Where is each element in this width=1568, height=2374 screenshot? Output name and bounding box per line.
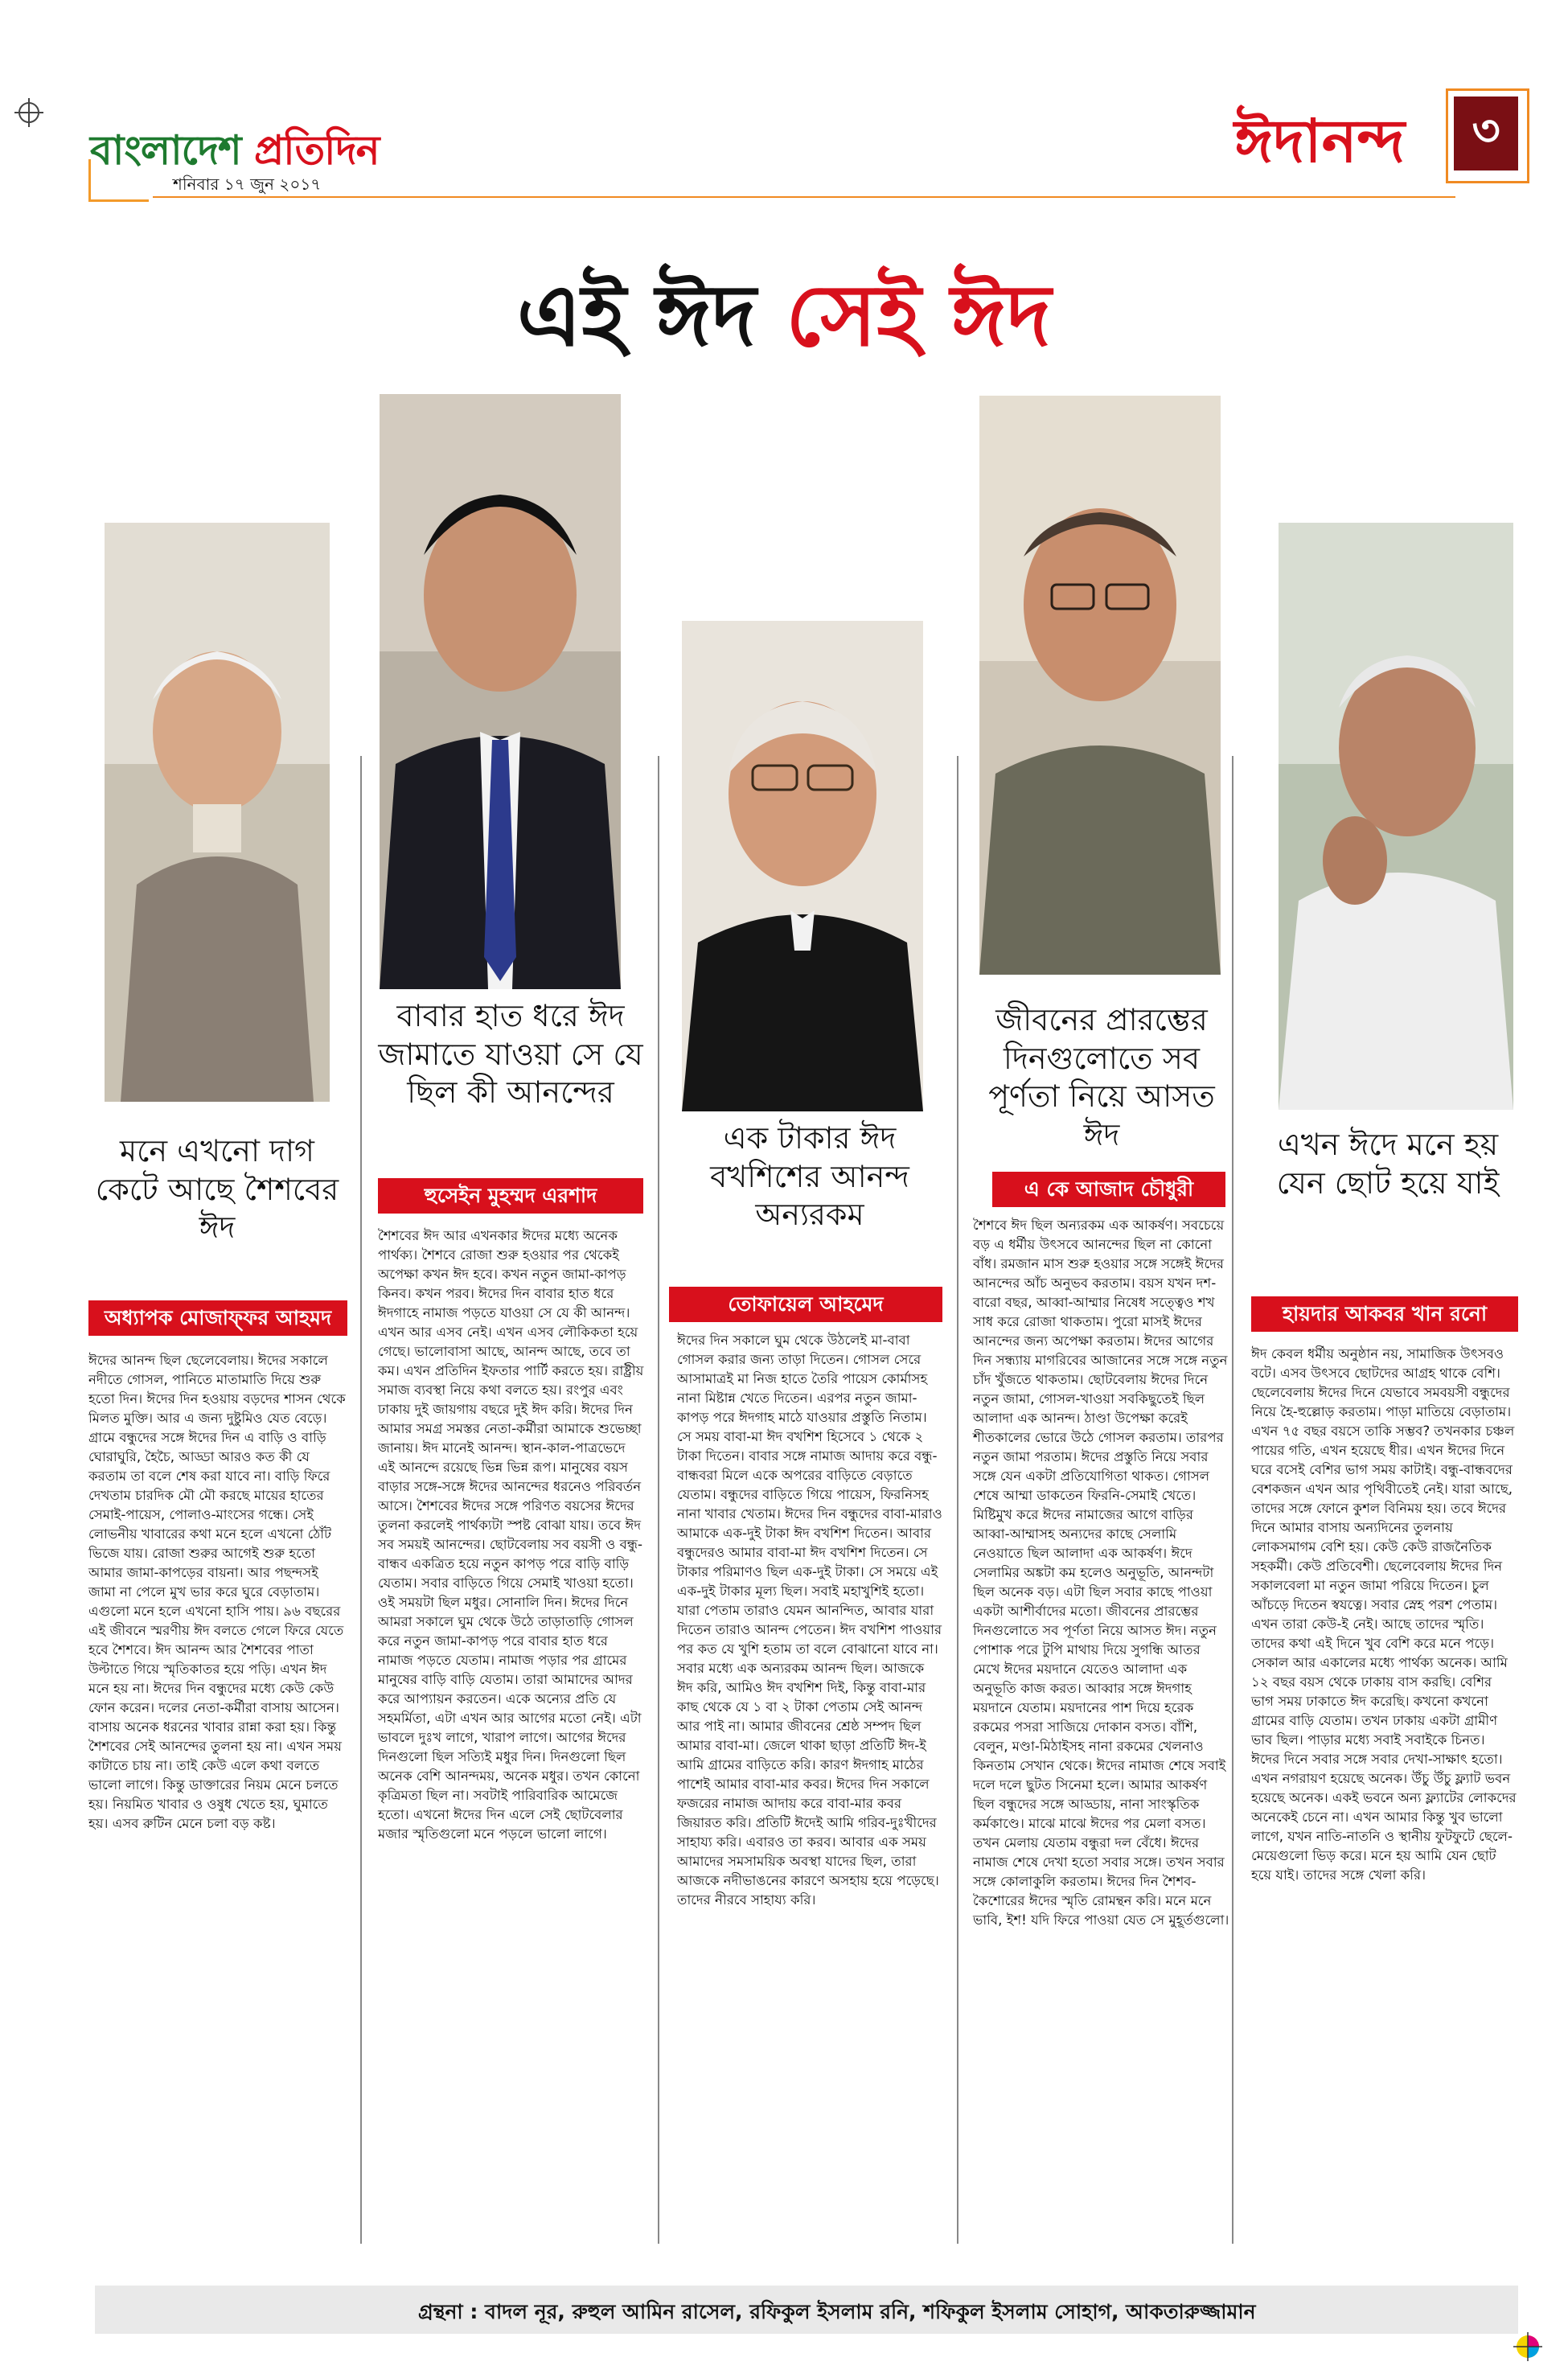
article-body: শৈশবে ঈদ ছিল অন্যরকম এক আকর্ষণ। সবচেয়ে বড় এ ধর্মীয় উৎসবে আনন্দের ছিল না কোনো বাঁধ। রমজান মাস শুরু হওয়ার সঙ্গে সঙ্গেই ঈদের আনন্দের আঁচ অনুভব করতাম। বয়স যখন দশ-বারো বছর, আব্বা-আম্মার নিষেধ সত্ত্বেও শখ সাধ করে রোজা থাকতাম। পুরো মাসই ঈদের আনন্দের জন্য অপেক্ষা করতাম। ঈদের আগের দিন সন্ধ্যায় মাগরিবের আজানের সঙ্গে সঙ্গে নতুন চাঁদ খুঁজতে থাকতাম। ছোটবেলায় ঈদের দিনে নতুন জামা, গোসল-খাওয়া সবকিছুতেই ছিল আলাদা এক আনন্দ। ঠাণ্ডা উপেক্ষা করেই শীতকালের ভোরে উঠে গোসল করতাম। তারপর নতুন জামা পরতাম। ঈদের প্রস্তুতি নিয়ে সবার সঙ্গে যেন একটা প্রতিযোগিতা থাকত। গোসল শেষে আম্মা ডাকতেন ফিরনি-সেমাই খেতে। মিষ্টিমুখ করে ঈদের নামাজের আগে বাড়ির আব্বা-আম্মাসহ অন্যদের কাছে সেলামি নেওয়াতে ছিল আলাদা এক আকর্ষণ। ঈদে সেলামির অঙ্কটা কম হলেও অনুভূতি, আনন্দটা ছিল অনেক বড়। এটা ছিল সবার কাছে পাওয়া একটা আশীর্বাদের মতো। জীবনের প্রারম্ভের দিনগুলোতে সব পূর্ণতা নিয়ে আসত ঈদ। নতুন পোশাক পরে টুপি মাথায় দিয়ে সুগন্ধি আতর মেখে ঈদের ময়দানে যেতেও আলাদা এক অনুভূতি কাজ করত। আব্বার সঙ্গে ঈদগাহ ময়দানে যেতাম। ময়দানের পাশ দিয়ে হরেক রকমের পসরা সাজিয়ে দোকান বসত। বাঁশি, বেলুন, মণ্ডা-মিঠাইসহ নানা রকমের খেলনাও কিনতাম সেখান থেকে। ঈদের নামাজ শেষে সবাই দলে দলে ছুটত সিনেমা হলে। আমার আকর্ষণ ছিল বন্ধুদের সঙ্গে আড্ডায়, নানা সাংস্কৃতিক কর্মকাণ্ডে। মাঝে মাঝে ঈদের পর মেলা বসত। তখন মেলায় যেতাম বন্ধুরা দল বেঁধে। ঈদের নামাজ শেষে দেখা হতো সবার সঙ্গে। তখন সবার সঙ্গে কোলাকুলি করতাম। ঈদের দিন শৈশব-কৈশোরের ঈদের স্মৃতি রোমন্থন করি। মনে মনে ভাবি, ইশ! যদি ফিরে পাওয়া যেত সে মুহূর্তগুলো। [973, 1218, 1229, 1928]
column-rule [658, 756, 659, 2244]
article-body: ঈদের দিন সকালে ঘুম থেকে উঠলেই মা-বাবা গোসল করার জন্য তাড়া দিতেন। গোসল সেরে আসামাত্রই মা নিজ হাতে তৈরি পায়েস কোর্মাসহ নানা মিষ্টান্ন খেতে দিতেন। এরপর নতুন জামা-কাপড় পরে ঈদগাহ মাঠে যাওয়ার প্রস্তুতি নিতাম। সে সময় বাবা-মা ঈদ বখশিশ হিসেবে ১ থেকে ২ টাকা দিতেন। বাবার সঙ্গে নামাজ আদায় করে বন্ধু-বান্ধবরা মিলে একে অপরের বাড়িতে বেড়াতে যেতাম। বন্ধুদের বাড়িতে গিয়ে পায়েস, ফিরনিসহ নানা খাবার খেতাম। ঈদের দিন বন্ধুদের বাবা-মারাও আমাকে এক-দুই টাকা ঈদ বখশিশ দিতেন। আবার বন্ধুদেরও আমার বাবা-মা ঈদ বখশিশ দিতেন। সে টাকার পরিমাণও ছিল এক-দুই টাকা। সে সময়ে এই এক-দুই টাকার মূল্য ছিল। সবাই মহাখুশিই হতো। যারা পেতাম তারাও যেমন আনন্দিত, আবার যারা দিতেন তারাও আনন্দ পেতেন। ঈদ বখশিশ পাওয়ার পর কত যে খুশি হতাম তা বলে বোঝানো যাবে না। সবার মধ্যে এক অন্যরকম আনন্দ ছিল। আজকে ঈদ করি, আমিও ঈদ বখশিশ দিই, কিন্তু বাবা-মার কাছ থেকে যে ১ বা ২ টাকা পেতাম সেই আনন্দ আর পাই না। আমার জীবনের শ্রেষ্ঠ সম্পদ ছিল আমার বাবা-মা। জেলে থাকা ছাড়া প্রতিটি ঈদ-ই আমি গ্রামের বাড়িতে করি। কারণ ঈদগাহ মাঠের পাশেই আমার বাবা-মার কবর। ঈদের দিন সকালে ফজরের নামাজ আদায় করে বাবা-মার কবর জিয়ারত করি। প্রতিটি ঈদেই আমি গরিব-দুঃখীদের সাহায্য করি। এবারও তা করব। আবার এক সময় আমাদের সমসাময়িক অবস্থা যাদের ছিল, তারা আজকে নদীভাঙনের কারণে অসহায় হয়ে পড়েছে। তাদের নীরবে সাহায্য করি। [677, 1333, 942, 1908]
article-byline: হায়দার আকবর খান রনো [1251, 1296, 1518, 1332]
headline-part-1: এই ঈদ [516, 265, 786, 365]
article-byline: এ কে আজাদ চৌধুরী [992, 1172, 1225, 1207]
masthead-rule [153, 196, 1455, 198]
supplement-title: ঈদানন্দ [1234, 107, 1406, 176]
column-rule [957, 756, 958, 2244]
portrait-photo [682, 621, 923, 1111]
portrait-photo [1279, 523, 1513, 1110]
column-rule [360, 756, 362, 2244]
article-body: শৈশবের ঈদ আর এখনকার ঈদের মধ্যে অনেক পার্থক্য। শৈশবে রোজা শুরু হওয়ার পর থেকেই অপেক্ষা কখন ঈদ হবে। কখন নতুন জামা-কাপড় কিনব। কখন পরব। ঈদের দিন বাবার হাত ধরে ঈদগাহে নামাজ পড়তে যাওয়া সে যে কী আনন্দ। এখন আর এসব নেই। এখন এসব লৌকিকতা হয়ে গেছে। ভালোবাসা আছে, আনন্দ আছে, তবে তা কম। এখন প্রতিদিন ইফতার পার্টি করতে হয়। রাষ্ট্রীয় সমাজ ব্যবস্থা নিয়ে কথা বলতে হয়। রংপুর এবং ঢাকায় দুই জায়গায় বছরে দুই ঈদ করি। ঈদের দিন আমার সমগ্র সমস্তর নেতা-কর্মীরা আমাকে শুভেচ্ছা জানায়। ঈদ মানেই আনন্দ। স্থান-কাল-পাত্রভেদে এই আনন্দে রয়েছে ভিন্ন ভিন্ন রূপ। মানুষের বয়স বাড়ার সঙ্গে-সঙ্গে ঈদের আনন্দের ধরনেও পরিবর্তন আসে। শৈশবের ঈদের সঙ্গে পরিণত বয়সের ঈদের তুলনা করলেই পার্থক্যটা স্পষ্ট বোঝা যায়। তবে ঈদ সব সময়ই আনন্দের। ছোটবেলায় সব বয়সী ও বন্ধু-বান্ধব একত্রিত হয়ে নতুন কাপড় পরে বাড়ি বাড়ি যেতাম। সবার বাড়িতে গিয়ে সেমাই খাওয়া হতো। ওই সময়টা ছিল মধুর। সোনালি দিন। ঈদের দিনে আমরা সকালে ঘুম থেকে উঠে তাড়াতাড়ি গোসল করে নতুন জামা-কাপড় পরে বাবার হাত ধরে নামাজ পড়তে যেতাম। নামাজ পড়ার পর গ্রামের মানুষের বাড়ি বাড়ি যেতাম। তারা আমাদের আদর করে আপ্যায়ন করতেন। একে অন্যের প্রতি যে সহমর্মিতা, এটা এখন আর আগের মতো নেই। এটা ভাবলে দুঃখ লাগে, খারাপ লাগে। আগের ঈদের দিনগুলো ছিল সত্যিই মধুর দিন। দিনগুলো ছিল অনেক বেশি আনন্দময়, অনেক মধুর। তখন কোনো কৃত্রিমতা ছিল না। সবটাই পারিবারিক আমেজে হতো। এখনো ঈদের দিন এলে সেই ছোটবেলার মজার স্মৃতিগুলো মনে পড়লে ভালো লাগে। [378, 1228, 644, 1842]
article-title: এখন ঈদে মনে হয় যেন ছোট হয়ে যাই [1276, 1127, 1500, 1201]
newspaper-logo: বাংলাদেশ প্রতিদিন [90, 127, 380, 174]
main-headline [0, 249, 1568, 392]
issue-date: শনিবার ১৭ জুন ২০১৭ [173, 175, 322, 194]
registration-mark-icon [14, 98, 43, 127]
headline-part-2: সেই ঈদ [786, 265, 1052, 365]
color-registration-icon [1513, 2332, 1542, 2361]
article-body: ঈদের আনন্দ ছিল ছেলেবেলায়। ঈদের সকালে নদীতে গোসল, পানিতে মাতামাতি দিয়ে শুরু হতো দিন। ঈদের দিন হওয়ায় বড়দের শাসন থেকে মিলত মুক্তি। আর এ জন্য দুষ্টুমিও যেত বেড়ে। গ্রামে বন্ধুদের সঙ্গে ঈদের দিন এ বাড়ি ও বাড়ি ঘোরাঘুরি, হৈচৈ, আড্ডা আরও কত কী যে করতাম তা বলে শেষ করা যাবে না। বাড়ি ফিরে দেখতাম চারদিক মৌ মৌ করছে মায়ের হাতের সেমাই-পায়েস, পোলাও-মাংসের গন্ধে। সেই লোভনীয় খাবারের কথা মনে হলে এখনো ঠোঁট ভিজে যায়। রোজা শুরুর আগেই শুরু হতো আমার জামা-কাপড়ের বায়না। আর পছন্দসই জামা না পেলে মুখ ভার করে ঘুরে বেড়াতাম। এগুলো মনে হলে এখনো হাসি পায়। ৯৬ বছরের এই জীবনে স্মরণীয় ঈদ বলতে গেলে ফিরে যেতে হবে শৈশবে। ঈদ আনন্দ আর শৈশবের পাতা উল্টাতে গিয়ে স্মৃতিকাতর হয়ে পড়ি। এখন ঈদ মনে হয় না। ঈদের দিন বন্ধুদের মধ্যে কেউ কেউ ফোন করেন। দলের নেতা-কর্মীরা বাসায় আসেন। বাসায় অনেক ধরনের খাবার রান্না করা হয়। কিন্তু শৈশবের সেই আনন্দের তুলনা হয় না। এখন সময় কাটাতে চায় না। তাই কেউ এলে কথা বলতে ভালো লাগে। কিন্তু ডাক্তারের নিয়ম মেনে চলতে হয়। নিয়মিত খাবার ও ওষুধ খেতে হয়, ঘুমাতে হয়। এসব রুটিন মেনে চলা বড় কষ্ট। [88, 1353, 346, 1831]
portrait-photo [380, 394, 621, 989]
portrait-photo [979, 396, 1221, 975]
article-byline: হুসেইন মুহম্মদ এরশাদ [378, 1178, 643, 1214]
article-title: এক টাকার ঈদ বখশিশের আনন্দ অন্যরকম [710, 1120, 909, 1232]
article-title: মনে এখনো দাগ কেটে আছে শৈশবের ঈদ [95, 1133, 339, 1245]
portrait-photo [105, 523, 330, 1102]
article-byline: অধ্যাপক মোজাফ্ফর আহমদ [88, 1300, 347, 1336]
article-body: ঈদ কেবল ধর্মীয় অনুষ্ঠান নয়, সামাজিক উৎসবও বটে। এসব উৎসবে ছোটদের আগ্রহ থাকে বেশি। ছেলেবেলায় ঈদের দিনে যেভাবে সমবয়সী বন্ধুদের নিয়ে হৈ-হুল্লোড় করতাম। পাড়া মাতিয়ে বেড়াতাম। এখন ৭৫ বছর বয়সে তাকি সম্ভব? তখনকার চঞ্চল পায়ের গতি, এখন হয়েছে ধীর। এখন ঈদের দিনে ঘরে বসেই বেশির ভাগ সময় কাটাই। বন্ধু-বান্ধবদের বেশকজন এখন আর পৃথিবীতেই নেই। যারা আছে, তাদের সঙ্গে ফোনে কুশল বিনিময় হয়। তবে ঈদের দিনে আমার বাসায় অন্যদিনের তুলনায় লোকসমাগম বেশি হয়। কেউ কেউ রাজনৈতিক সহকর্মী। কেউ প্রতিবেশী। ছেলেবেলায় ঈদের দিন সকালবেলা মা নতুন জামা পরিয়ে দিতেন। চুল আঁচড়ে দিতেন স্বযত্নে। সবার স্নেহ পরশ পেতাম। এখন তারা কেউ-ই নেই। আছে তাদের স্মৃতি। তাদের কথা এই দিনে খুব বেশি করে মনে পড়ে। সেকাল আর একালের মধ্যে পার্থক্য অনেক। আমি ১২ বছর বয়স থেকে ঢাকায় বাস করছি। বেশির ভাগ সময় ঢাকাতে ঈদ করেছি। কখনো কখনো গ্রামের বাড়ি যেতাম। তখন ঢাকায় একটা গ্রামীণ ভাব ছিল। পাড়ার মধ্যে সবাই সবাইকে চিনত। ঈদের দিনে সবার সঙ্গে সবার দেখা-সাক্ষাৎ হতো। এখন নগরায়ণ হয়েছে অনেক। উঁচু উঁচু ফ্ল্যাট ভবন হয়েছে অনেক। একই ভবনে অন্য ফ্ল্যাটের লোকদের অনেকেই চেনে না। এখন আমার কিন্তু খুব ভালো লাগে, যখন নাতি-নাতনি ও স্থানীয় ফুটফুটে ছেলে-মেয়েগুলো ভিড় করে। মনে হয় আমি যেন ছোট হয়ে যাই। তাদের সঙ্গে খেলা করি। [1251, 1346, 1517, 1883]
article-title: বাবার হাত ধরে ঈদ জামাতে যাওয়া সে যে ছিল কী আনন্দের [378, 998, 643, 1110]
credit-line: গ্রন্থনা : বাদল নূর, রুহুল আমিন রাসেল, রফিকুল ইসলাম রনি, শফিকুল ইসলাম সোহাগ, আকতারুজ্জামান [418, 2300, 1256, 2323]
column-rule [1232, 756, 1233, 2244]
page-number: ৩ [1454, 97, 1518, 170]
article-byline: তোফায়েল আহমেদ [669, 1287, 942, 1322]
article-title: জীবনের প্রারম্ভের দিনগুলোতে সব পূর্ণতা নিয়ে আসত ঈদ [988, 1002, 1215, 1152]
